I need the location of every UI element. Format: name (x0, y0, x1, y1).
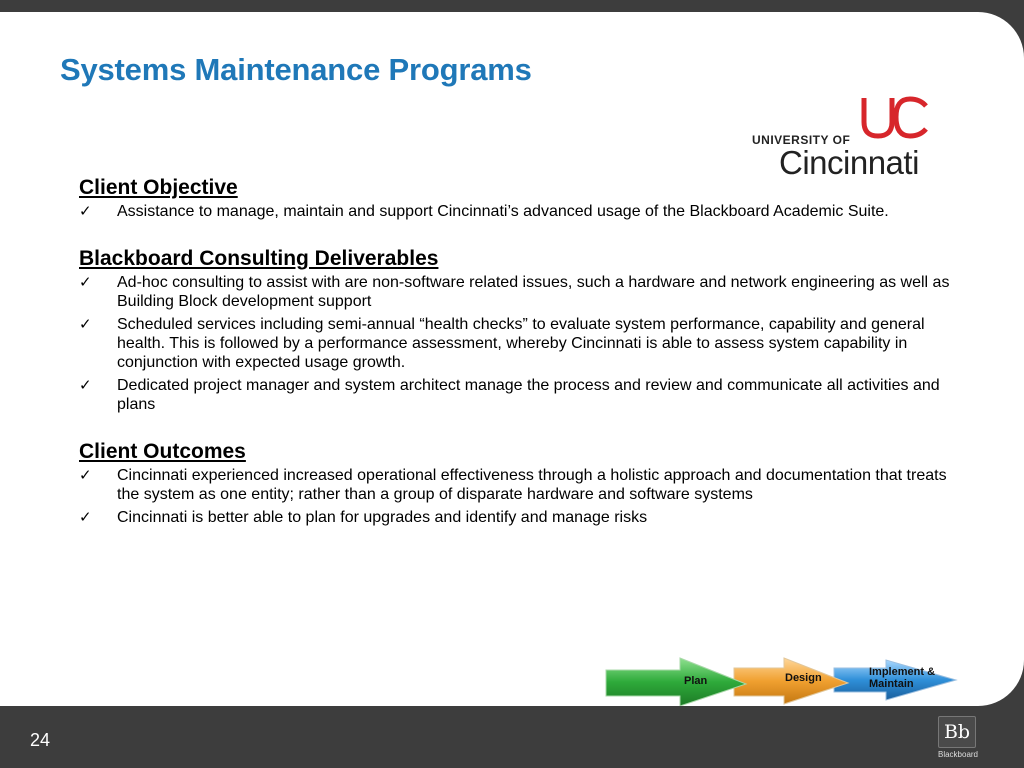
checkmark-icon: ✓ (79, 273, 92, 291)
flow-step-plan-label: Plan (684, 675, 708, 687)
checkmark-icon: ✓ (79, 315, 92, 333)
section-heading-client-outcomes: Client Outcomes (79, 440, 246, 463)
blackboard-mark-icon: Bb (938, 716, 976, 748)
slide-title: Systems Maintenance Programs (60, 52, 532, 87)
blackboard-wordmark: Blackboard (937, 750, 979, 759)
bullet-item: ✓ Cincinnati experienced increased operational effectiveness through a holistic approach and documentation that treats the system as one entity; rather than a group of disparate hardware and software systems (79, 466, 947, 503)
checkmark-icon: ✓ (79, 376, 92, 394)
blackboard-logo (934, 716, 982, 762)
bullet-list-consulting-deliverables (79, 273, 959, 414)
slide-canvas (0, 12, 1024, 706)
checkmark-icon: ✓ (79, 202, 92, 220)
checkmark-icon: ✓ (79, 508, 92, 526)
logo-university-of-text: UNIVERSITY OF (752, 133, 851, 147)
uc-monogram-icon (860, 96, 932, 140)
bullet-item: ✓ Dedicated project manager and system architect manage the process and review and communicate all activities and plans (79, 376, 940, 413)
logo-cincinnati-text: Cincinnati (779, 144, 919, 181)
flow-step-implement-label: Implement & (869, 666, 936, 678)
bullet-list-client-objective (79, 202, 959, 221)
flow-arrow-plan (606, 658, 746, 706)
section-heading-client-objective: Client Objective (79, 176, 238, 199)
bullet-item: ✓ Ad-hoc consulting to assist with are non-software related issues, such a hardware and network engineering as well as Building Block development support (79, 273, 950, 310)
flow-step-maintain-label: Maintain (869, 678, 914, 690)
bullet-item: ✓ Scheduled services including semi-annual “health checks” to evaluate system performance, capability and general health. This is followed by a performance assessment, whereby Cincinnati is able to assess system capability in conjunction with expected usage growth. (79, 315, 925, 371)
checkmark-icon: ✓ (79, 466, 92, 484)
slide-content (79, 176, 959, 531)
flow-step-design-label: Design (785, 672, 822, 684)
process-flow-diagram (604, 648, 964, 706)
university-of-cincinnati-logo (752, 96, 942, 182)
bullet-item: ✓ Cincinnati is better able to plan for upgrades and identify and manage risks (79, 508, 648, 526)
bullet-list-client-outcomes (79, 466, 959, 527)
bullet-item: ✓ Assistance to manage, maintain and support Cincinnati’s advanced usage of the Blackboard Academic Suite. (79, 202, 889, 220)
section-heading-consulting-deliverables: Blackboard Consulting Deliverables (79, 247, 439, 270)
page-number: 24 (30, 730, 51, 750)
